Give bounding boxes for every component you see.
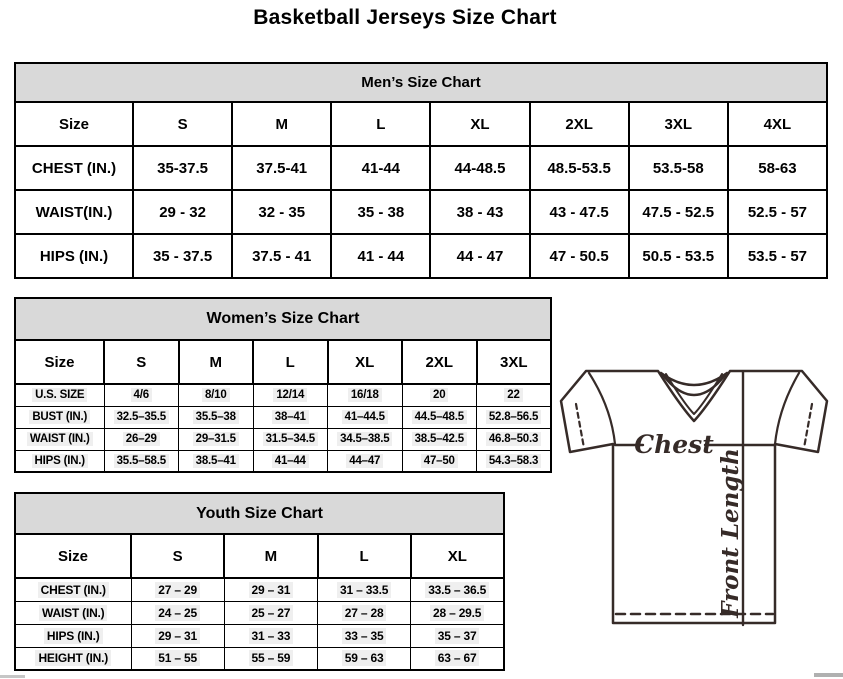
cell-text: 41–44.5 <box>342 410 388 424</box>
cell-text: 63 – 67 <box>435 650 480 666</box>
cell-text: 24 – 25 <box>155 605 200 621</box>
col-header: M <box>224 534 317 578</box>
cell-text: 28 – 29.5 <box>430 605 484 621</box>
table-cell <box>131 624 224 647</box>
jersey-outline <box>561 371 827 623</box>
col-header: S <box>104 340 179 384</box>
col-header: S <box>131 534 224 578</box>
col-header: L <box>331 102 430 146</box>
cell-text: 27 – 29 <box>155 582 200 598</box>
table-cell <box>131 578 224 601</box>
table-row <box>15 190 827 234</box>
table-cell <box>131 647 224 670</box>
table-cell <box>224 647 317 670</box>
size-header: Size <box>15 102 133 146</box>
col-header: 4XL <box>728 102 827 146</box>
table-cell <box>179 384 254 406</box>
row-label-text: HEIGHT (IN.) <box>35 650 111 666</box>
table-cell: 48.5-53.5 <box>530 146 629 190</box>
cell-text: 34.5–38.5 <box>337 432 392 446</box>
cell-text: 8/10 <box>202 388 230 402</box>
cell-text: 41–44 <box>272 454 309 468</box>
table-cell <box>318 647 411 670</box>
col-header: 3XL <box>629 102 728 146</box>
row-label <box>15 578 131 601</box>
table-cell <box>179 450 254 472</box>
table-cell <box>328 450 403 472</box>
col-header: S <box>133 102 232 146</box>
table-cell <box>411 647 504 670</box>
cell-text: 38.5–41 <box>193 454 239 468</box>
row-label-text: CHEST (IN.) <box>38 582 109 598</box>
col-header: L <box>318 534 411 578</box>
table-row <box>15 146 827 190</box>
row-label-text: BUST (IN.) <box>29 410 90 424</box>
scrollbar-fragment-right[interactable] <box>814 673 843 677</box>
table-cell: 47 - 50.5 <box>530 234 629 278</box>
table-cell <box>318 601 411 624</box>
col-header: L <box>253 340 328 384</box>
table-row <box>15 624 504 647</box>
table-cell: 38 - 43 <box>430 190 529 234</box>
table-cell <box>318 578 411 601</box>
right-cuff-dashed-line <box>804 404 812 448</box>
table-cell: 29 - 32 <box>133 190 232 234</box>
row-label <box>15 406 104 428</box>
table-header-row <box>15 340 551 384</box>
table-row <box>15 406 551 428</box>
col-header: M <box>179 340 254 384</box>
womens-table-title: Women’s Size Chart <box>15 298 551 340</box>
table-cell: 53.5 - 57 <box>728 234 827 278</box>
table-title-row <box>15 493 504 534</box>
youth-table-title: Youth Size Chart <box>15 493 504 534</box>
cell-text: 29–31.5 <box>193 432 239 446</box>
table-cell <box>104 450 179 472</box>
table-cell <box>477 384 552 406</box>
cell-text: 31 – 33.5 <box>337 582 391 598</box>
page-title: Basketball Jerseys Size Chart <box>253 6 557 29</box>
cell-text: 26–29 <box>123 432 160 446</box>
table-cell: 53.5-58 <box>629 146 728 190</box>
table-cell: 32 - 35 <box>232 190 331 234</box>
size-header: Size <box>15 534 131 578</box>
table-cell: 35 - 38 <box>331 190 430 234</box>
table-cell <box>104 384 179 406</box>
table-row <box>15 234 827 278</box>
right-armhole-seam <box>775 373 799 444</box>
table-cell: 37.5 - 41 <box>232 234 331 278</box>
cell-text: 33 – 35 <box>342 628 387 644</box>
col-header: 3XL <box>477 340 552 384</box>
table-cell <box>328 384 403 406</box>
row-label <box>15 450 104 472</box>
row-label: WAIST(IN.) <box>15 190 133 234</box>
row-label <box>15 647 131 670</box>
col-header: 2XL <box>402 340 477 384</box>
chest-label: Chest <box>634 430 714 459</box>
table-cell <box>253 428 328 450</box>
table-row <box>15 428 551 450</box>
table-cell <box>224 601 317 624</box>
table-header-row <box>15 102 827 146</box>
cell-text: 31 – 33 <box>249 628 294 644</box>
jersey-measurement-diagram <box>553 357 841 629</box>
table-title-row <box>15 63 827 102</box>
cell-text: 38.5–42.5 <box>412 432 467 446</box>
table-title-row <box>15 298 551 340</box>
cell-text: 33.5 – 36.5 <box>425 582 489 598</box>
table-cell <box>402 384 477 406</box>
cell-text: 29 – 31 <box>249 582 294 598</box>
table-cell <box>411 578 504 601</box>
cell-text: 46.8–50.3 <box>486 432 541 446</box>
table-cell: 35-37.5 <box>133 146 232 190</box>
table-cell <box>253 406 328 428</box>
cell-text: 12/14 <box>273 388 307 402</box>
cell-text: 4/6 <box>131 388 152 402</box>
cell-text: 20 <box>430 388 448 402</box>
col-header: XL <box>430 102 529 146</box>
row-label-text: U.S. SIZE <box>32 388 87 402</box>
cell-text: 31.5–34.5 <box>263 432 318 446</box>
cell-text: 32.5–35.5 <box>114 410 169 424</box>
table-cell <box>402 406 477 428</box>
table-cell: 44-48.5 <box>430 146 529 190</box>
mens-size-table <box>14 62 828 279</box>
table-cell <box>411 601 504 624</box>
table-cell: 41 - 44 <box>331 234 430 278</box>
front-length-label: Front Length <box>717 448 744 618</box>
cell-text: 51 – 55 <box>155 650 200 666</box>
table-cell <box>318 624 411 647</box>
cell-text: 22 <box>504 388 522 402</box>
cell-text: 35.5–38 <box>193 410 239 424</box>
row-label <box>15 428 104 450</box>
table-cell <box>253 450 328 472</box>
table-cell: 43 - 47.5 <box>530 190 629 234</box>
table-row <box>15 601 504 624</box>
table-cell <box>104 428 179 450</box>
table-cell <box>104 406 179 428</box>
mens-table-title: Men’s Size Chart <box>15 63 827 102</box>
cell-text: 44–47 <box>346 454 383 468</box>
row-label-text: HIPS (IN.) <box>32 454 88 468</box>
cell-text: 27 – 28 <box>342 605 387 621</box>
cell-text: 16/18 <box>348 388 382 402</box>
table-row <box>15 578 504 601</box>
row-label-text: WAIST (IN.) <box>39 605 107 621</box>
col-header: 2XL <box>530 102 629 146</box>
col-header: M <box>232 102 331 146</box>
row-label: HIPS (IN.) <box>15 234 133 278</box>
table-cell <box>328 428 403 450</box>
table-row <box>15 450 551 472</box>
cell-text: 52.8–56.5 <box>486 410 541 424</box>
table-cell <box>328 406 403 428</box>
cell-text: 47–50 <box>421 454 458 468</box>
cell-text: 38–41 <box>272 410 309 424</box>
table-row <box>15 384 551 406</box>
youth-size-table <box>14 492 505 671</box>
table-cell <box>477 406 552 428</box>
cell-text: 35.5–58.5 <box>114 454 169 468</box>
table-cell <box>402 450 477 472</box>
cell-text: 54.3–58.3 <box>486 454 541 468</box>
table-cell <box>402 428 477 450</box>
row-label <box>15 624 131 647</box>
row-label-text: WAIST (IN.) <box>27 432 93 446</box>
cell-text: 35 – 37 <box>435 628 480 644</box>
size-header: Size <box>15 340 104 384</box>
left-armhole-seam <box>589 373 615 444</box>
table-row <box>15 647 504 670</box>
cell-text: 29 – 31 <box>155 628 200 644</box>
table-cell <box>477 428 552 450</box>
table-cell: 44 - 47 <box>430 234 529 278</box>
table-cell: 52.5 - 57 <box>728 190 827 234</box>
womens-size-table <box>14 297 552 473</box>
table-cell <box>253 384 328 406</box>
scrollbar-fragment-left[interactable] <box>0 675 25 678</box>
table-cell: 58-63 <box>728 146 827 190</box>
table-cell <box>224 578 317 601</box>
table-cell: 37.5-41 <box>232 146 331 190</box>
table-header-row <box>15 534 504 578</box>
row-label-text: HIPS (IN.) <box>44 628 103 644</box>
cell-text: 55 – 59 <box>249 650 294 666</box>
row-label <box>15 384 104 406</box>
col-header: XL <box>411 534 504 578</box>
table-cell: 35 - 37.5 <box>133 234 232 278</box>
table-cell: 47.5 - 52.5 <box>629 190 728 234</box>
cell-text: 59 – 63 <box>342 650 387 666</box>
table-cell <box>224 624 317 647</box>
table-cell <box>179 406 254 428</box>
table-cell: 50.5 - 53.5 <box>629 234 728 278</box>
col-header: XL <box>328 340 403 384</box>
table-cell <box>477 450 552 472</box>
table-cell: 41-44 <box>331 146 430 190</box>
row-label <box>15 601 131 624</box>
table-cell <box>131 601 224 624</box>
cell-text: 25 – 27 <box>249 605 294 621</box>
row-label: CHEST (IN.) <box>15 146 133 190</box>
left-cuff-dashed-line <box>576 404 584 448</box>
table-cell <box>411 624 504 647</box>
cell-text: 44.5–48.5 <box>412 410 467 424</box>
table-cell <box>179 428 254 450</box>
